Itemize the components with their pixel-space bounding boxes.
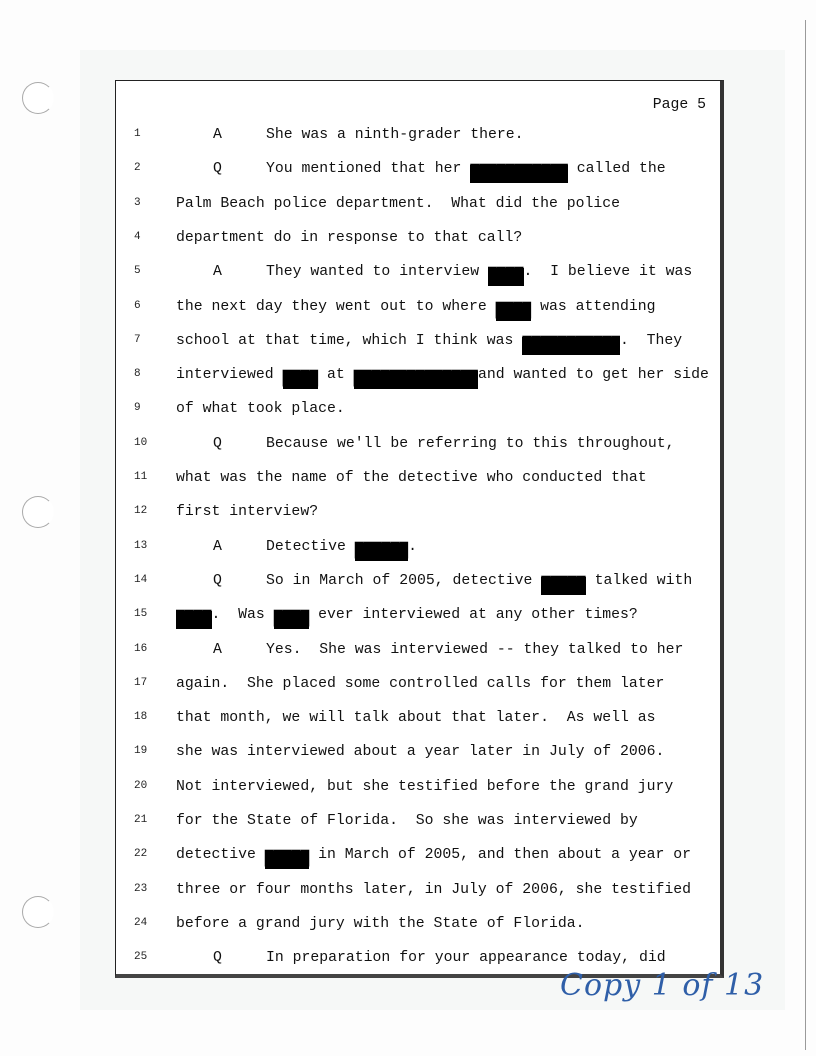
transcript-line xyxy=(116,196,720,216)
speaker-label: A xyxy=(213,538,222,555)
line-number: 17 xyxy=(134,676,148,689)
text-segment: Palm Beach police department. What did the police xyxy=(176,195,620,212)
line-number: 21 xyxy=(134,814,148,826)
page-edge-line xyxy=(805,20,806,1050)
line-text xyxy=(266,436,674,452)
line-text xyxy=(176,504,318,520)
line-text xyxy=(266,264,692,286)
text-segment: in March of 2005, and then about a year or xyxy=(309,847,692,864)
transcript-line xyxy=(116,127,720,147)
text-segment: and wanted to get her side xyxy=(477,367,709,384)
line-number: 8 xyxy=(134,368,141,381)
text-segment: They wanted to interview xyxy=(266,264,488,281)
transcript-line xyxy=(116,813,720,833)
line-number: 19 xyxy=(134,745,148,758)
transcript-line xyxy=(116,779,720,799)
transcript-page xyxy=(115,80,724,978)
transcript-line xyxy=(116,504,720,524)
transcript-line xyxy=(116,916,720,936)
redaction-block: ██████ xyxy=(354,542,409,559)
transcript-line xyxy=(116,573,720,593)
text-segment: the next day they went out to where xyxy=(176,298,496,315)
line-text xyxy=(176,744,664,760)
transcript-line xyxy=(116,642,720,662)
transcript-line xyxy=(116,847,720,867)
line-number: 18 xyxy=(134,711,148,724)
text-segment: at xyxy=(318,367,354,384)
text-segment: So in March of 2005, detective xyxy=(266,572,542,589)
line-text xyxy=(266,127,524,143)
line-text xyxy=(266,950,666,966)
transcript-line xyxy=(116,161,720,181)
line-text xyxy=(176,470,647,486)
line-number: 6 xyxy=(134,299,141,312)
speaker-label: Q xyxy=(213,435,222,452)
text-segment: talked with xyxy=(585,572,693,589)
text-segment: again. She placed some controlled calls for them later xyxy=(176,675,665,692)
transcript-line xyxy=(116,367,720,387)
line-number: 2 xyxy=(134,162,141,175)
punch-hole-icon xyxy=(22,896,54,928)
line-text xyxy=(176,367,709,389)
redaction-block: ████ xyxy=(488,268,524,285)
transcript-line xyxy=(116,607,720,627)
line-number: 25 xyxy=(134,951,148,964)
line-number: 1 xyxy=(134,128,141,140)
text-segment: She was a ninth-grader there. xyxy=(266,127,524,143)
line-text xyxy=(176,196,620,212)
redaction-block: █████ xyxy=(541,576,586,593)
line-text xyxy=(176,333,682,355)
text-segment: what was the name of the detective who conducted that xyxy=(176,470,647,486)
line-text xyxy=(176,882,691,898)
line-number: 22 xyxy=(134,848,148,861)
text-segment: Not interviewed, but she testified before the grand jury xyxy=(176,778,674,795)
redaction-block: ███████████ xyxy=(522,336,620,353)
redaction-block: ███████████ xyxy=(470,165,568,182)
text-segment: called the xyxy=(567,161,666,178)
transcript-line xyxy=(116,299,720,319)
text-segment: . They xyxy=(620,332,683,349)
text-segment: Detective xyxy=(266,538,355,555)
text-segment: for the State of Florida. So she was interviewed by xyxy=(176,813,638,829)
line-text xyxy=(266,539,417,561)
transcript-line xyxy=(116,264,720,284)
transcript-line xyxy=(116,676,720,696)
line-text xyxy=(176,401,345,417)
line-text xyxy=(266,573,692,595)
text-segment: ever interviewed at any other times? xyxy=(309,607,638,624)
speaker-label: A xyxy=(213,641,222,658)
handwritten-copy-note: Copy 1 of 13 xyxy=(560,968,765,1003)
transcript-line xyxy=(116,436,720,456)
line-number: 9 xyxy=(134,402,141,415)
transcript-line xyxy=(116,744,720,764)
text-segment: . xyxy=(408,538,417,555)
text-segment: was attending xyxy=(531,298,656,315)
text-segment: Because we'll be referring to this throughout, xyxy=(266,435,675,452)
line-number: 24 xyxy=(134,916,148,929)
speaker-label: Q xyxy=(213,950,222,967)
redaction-block: █████ xyxy=(264,851,310,868)
line-number: 20 xyxy=(134,779,148,792)
line-number: 15 xyxy=(134,608,148,621)
line-text xyxy=(176,813,638,829)
text-segment: detective xyxy=(176,847,265,864)
text-segment: interviewed xyxy=(176,367,283,384)
line-text xyxy=(176,607,638,629)
line-text xyxy=(176,916,584,932)
page-number: Page 5 xyxy=(652,97,706,113)
transcript-line xyxy=(116,470,720,490)
line-text xyxy=(176,299,656,321)
text-segment: school at that time, which I think was xyxy=(176,332,523,349)
line-number: 5 xyxy=(134,265,141,278)
line-number: 14 xyxy=(134,573,148,586)
line-text xyxy=(176,676,664,692)
line-number: 4 xyxy=(134,230,141,243)
line-number: 23 xyxy=(134,882,148,895)
text-segment: You mentioned that her xyxy=(266,161,471,178)
line-text xyxy=(176,847,691,869)
line-number: 3 xyxy=(134,196,141,209)
text-segment: before a grand jury with the State of Florida. xyxy=(176,915,585,932)
punch-hole-icon xyxy=(22,496,54,528)
text-segment: department do in response to that call? xyxy=(176,229,523,246)
line-text xyxy=(266,161,666,183)
redaction-block: ████ xyxy=(495,302,532,319)
redaction-block: ████ xyxy=(282,371,319,388)
text-segment: . Was xyxy=(211,607,274,624)
line-number: 12 xyxy=(134,505,148,518)
speaker-label: A xyxy=(213,127,222,143)
text-segment: . I believe it was xyxy=(523,264,693,281)
redaction-block: ████ xyxy=(273,611,310,628)
transcript-line xyxy=(116,539,720,559)
transcript-line xyxy=(116,882,720,902)
transcript-line xyxy=(116,230,720,250)
line-text xyxy=(176,230,522,246)
transcript-line xyxy=(116,333,720,353)
punch-hole-icon xyxy=(22,82,54,114)
line-number: 13 xyxy=(134,539,148,552)
text-segment: that month, we will talk about that later. As well as xyxy=(176,710,656,727)
text-segment: of what took place. xyxy=(176,401,345,418)
speaker-label: Q xyxy=(213,572,222,589)
text-segment: In preparation for your appearance today, did xyxy=(266,950,666,967)
redaction-block: ████ xyxy=(176,611,212,628)
line-number: 11 xyxy=(134,471,148,483)
text-segment: first interview? xyxy=(176,504,319,521)
text-segment: Yes. She was interviewed -- they talked to her xyxy=(266,641,684,658)
speaker-label: A xyxy=(213,264,222,281)
text-segment: she was interviewed about a year later in July of 2006. xyxy=(176,744,665,761)
redaction-block: ██████████████ xyxy=(353,371,478,388)
transcript-line xyxy=(116,710,720,730)
line-number: 16 xyxy=(134,642,148,655)
line-text xyxy=(266,642,683,658)
line-text xyxy=(176,779,673,795)
speaker-label: Q xyxy=(213,161,222,178)
transcript-line xyxy=(116,401,720,421)
line-text xyxy=(176,710,656,726)
line-number: 7 xyxy=(134,333,141,346)
line-number: 10 xyxy=(134,436,148,449)
text-segment: three or four months later, in July of 2006, she testified xyxy=(176,881,692,898)
